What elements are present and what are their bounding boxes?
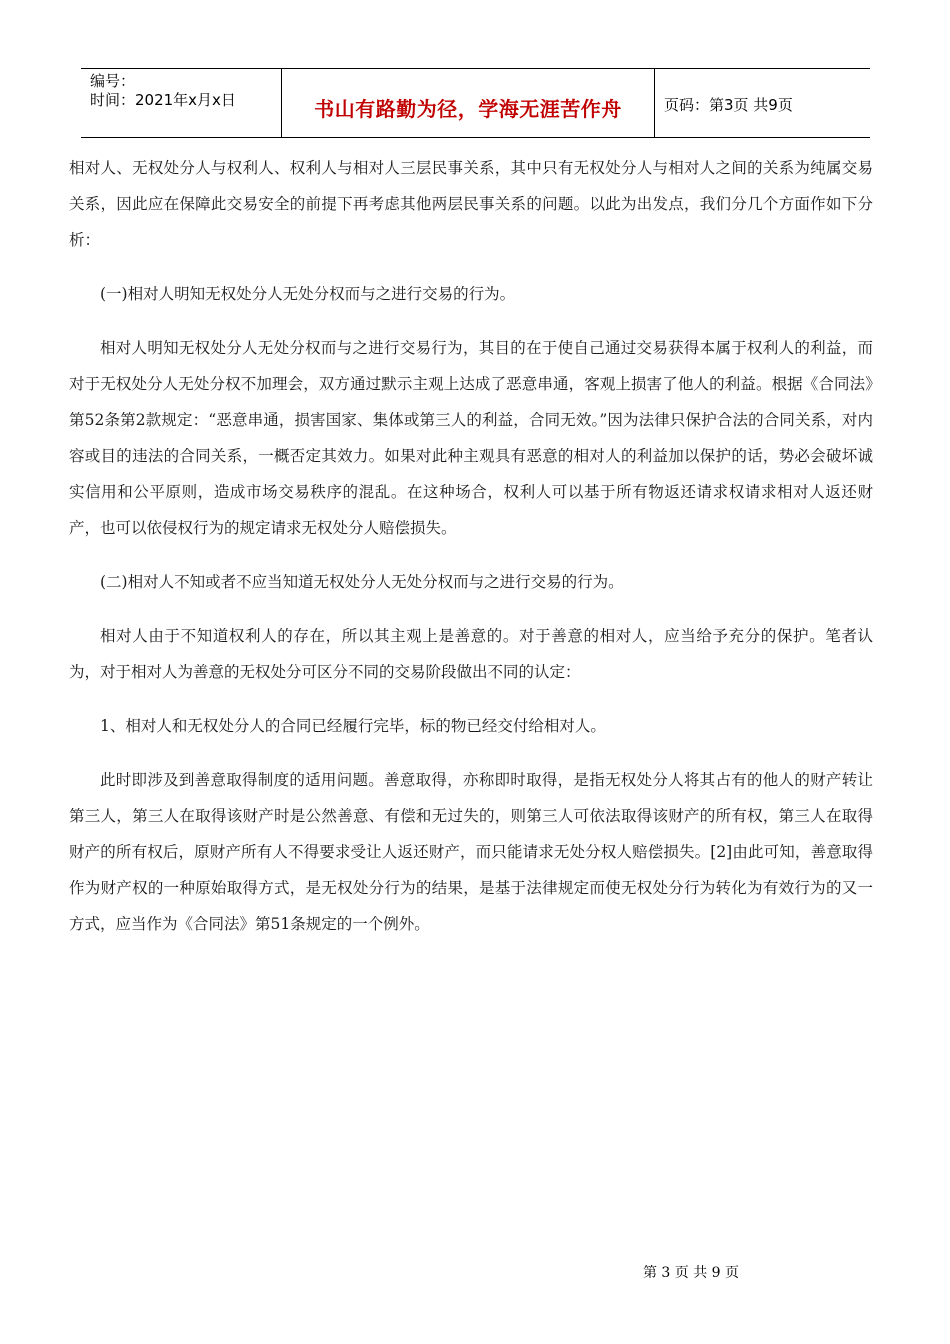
page-footer <box>0 1262 950 1282</box>
header-page-info: 页码：第3页 共9页 <box>664 95 793 114</box>
header-motto: 书山有路勤为径，学海无涯苦作舟 <box>282 69 655 137</box>
header-meta <box>81 69 282 137</box>
document-body <box>69 150 873 942</box>
body-paragraph-continuation: 相对人、无权处分人与权利人、权利人与相对人三层民事关系，其中只有无权处分人与相对人之间的关系为纯属交易关系，因此应在保障此交易安全的前提下再考虑其他两层民事关系的问题。以此为出发点，我们分几个方面作如下分析： <box>69 159 873 249</box>
body-paragraph: 此时即涉及到善意取得制度的适用问题。善意取得，亦称即时取得，是指无权处分人将其占有的他人的财产转让第三人，第三人在取得该财产时是公然善意、有偿和无过失的，则第三人可依法取得该财产的所有权，第三人在取得财产的所有权后，原财产所有人不得要求受让人返还财产，而只能请求无处分权人赔偿损失。[2]由此可知，善意取得作为财产权的一种原始取得方式，是无权处分行为的结果，是基于法律规定而使无权处分行为转化为有效行为的又一方式，应当作为《合同法》第51条规定的一个例外。 <box>69 771 873 933</box>
document-header <box>81 68 870 138</box>
section-heading-2: (二)相对人不知或者不应当知道无权处分人无处分权而与之进行交易的行为。 <box>100 573 624 591</box>
footer-page-number: 第 3 页 共 9 页 <box>642 1265 740 1281</box>
subsection-heading-1: 1、相对人和无权处分人的合同已经履行完毕，标的物已经交付给相对人。 <box>100 717 606 735</box>
document-date-label: 时间：2021年x月x日 <box>90 91 236 109</box>
body-paragraph: 相对人由于不知道权利人的存在，所以其主观上是善意的。对于善意的相对人，应当给予充分的保护。笔者认为，对于相对人为善意的无权处分可区分不同的交易阶段做出不同的认定： <box>69 627 873 681</box>
section-heading-1: (一)相对人明知无权处分人无处分权而与之进行交易的行为。 <box>100 285 516 303</box>
document-number-label: 编号： <box>90 72 136 90</box>
body-paragraph: 相对人明知无权处分人无处分权而与之进行交易行为，其目的在于使自己通过交易获得本属于权利人的利益，而对于无权处分人无处分权不加理会，双方通过默示主观上达成了恶意串通，客观上损害了他人的利益。根据《合同法》第52条第2款规定：“恶意串通，损害国家、集体或第三人的利益，合同无效。”因为法律只保护合法的合同关系，对内容或目的违法的合同关系，一概否定其效力。如果对此种主观具有恶意的相对人的利益加以保护的话，势必会破坏诚实信用和公平原则，造成市场交易秩序的混乱。在这种场合，权利人可以基于所有物返还请求权请求相对人返还财产，也可以依侵权行为的规定请求无权处分人赔偿损失。 <box>69 339 873 537</box>
